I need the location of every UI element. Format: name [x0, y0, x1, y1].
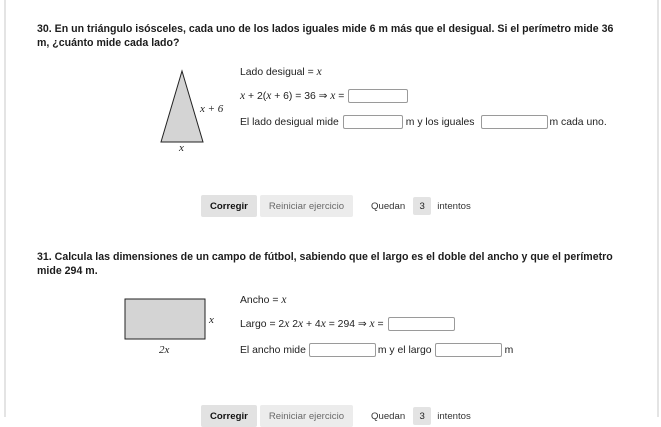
q30-line2-text-3: = — [335, 90, 345, 102]
q31-actions — [201, 405, 471, 427]
q31-line-2 — [240, 316, 455, 332]
q31-line2-text-1: Largo = 2 — [240, 318, 285, 330]
q30-line2-var-2: x — [266, 90, 272, 102]
q30-line-1 — [240, 65, 322, 79]
q31-line2-text-3: + 4 — [303, 318, 321, 330]
q31-attempts-count: 3 — [413, 407, 431, 425]
q31-attempts — [371, 407, 471, 425]
q30-line3-text-2: m y los iguales — [405, 116, 475, 128]
q30-line1-text: Lado desigual = — [240, 66, 317, 78]
page-border-left — [4, 0, 6, 417]
q30-line2-var-3: x — [330, 90, 336, 102]
q31-line1-text: Ancho = — [240, 294, 282, 306]
rectangle-figure — [124, 298, 208, 342]
q30-correct-button[interactable]: Corregir — [201, 195, 257, 217]
rectangle-side-label: x — [209, 314, 214, 326]
q31-reset-button[interactable]: Reiniciar ejercicio — [260, 405, 353, 427]
q31-correct-button[interactable]: Corregir — [201, 405, 257, 427]
triangle-base-label: x — [179, 142, 184, 154]
q31-length-input[interactable] — [435, 343, 502, 357]
q31-attempts-suffix: intentos — [437, 410, 471, 422]
q30-line-3 — [240, 114, 607, 130]
q31-line2-var-2: x — [297, 318, 304, 330]
q30-attempts-suffix: intentos — [437, 200, 471, 212]
q30-attempts-count: 3 — [413, 197, 431, 215]
q31-line2-var-3: x — [320, 318, 326, 330]
football-field-rectangle — [125, 299, 205, 339]
triangle-side-label: x + 6 — [200, 103, 224, 115]
q30-actions — [201, 195, 471, 217]
q30-equal-sides-input[interactable] — [481, 115, 548, 129]
q31-line2-var-4: x — [369, 318, 375, 330]
q30-unequal-side-input[interactable] — [343, 115, 403, 129]
q31-line2-text-5: = — [374, 318, 384, 330]
question-31-title: 31. Calcula las dimensiones de un campo de fútbol, sabiendo que el largo es el doble del ancho y que el perímetro mide 294 m. — [37, 251, 613, 277]
q30-x-answer-input[interactable] — [348, 89, 408, 103]
q30-attempts-prefix: Quedan — [371, 200, 406, 212]
q31-x-answer-input[interactable] — [388, 317, 455, 331]
q30-line2-text-2: + 6) = 36 ⇒ — [271, 91, 331, 102]
q31-line-1 — [240, 293, 286, 307]
q31-line1-var: x — [281, 294, 287, 306]
q31-line3-text-2: m y el largo — [377, 344, 432, 356]
q31-line2-text-4: = 294 ⇒ — [325, 319, 370, 330]
q30-line2-var-1: x — [240, 90, 246, 102]
q31-line2-var-1: x — [284, 318, 290, 330]
q30-reset-button[interactable]: Reiniciar ejercicio — [260, 195, 353, 217]
q30-attempts — [371, 197, 471, 215]
q31-line-3 — [240, 342, 513, 358]
rectangle-base-label: 2x — [159, 344, 170, 356]
q31-line3-text-3: m — [504, 344, 514, 356]
q30-line3-text-3: m cada uno. — [549, 116, 607, 128]
q31-width-input[interactable] — [309, 343, 376, 357]
q31-line3-text-1: El ancho mide — [240, 344, 306, 356]
q30-line-2 — [240, 88, 408, 104]
q30-line3-text-1: El lado desigual mide — [240, 116, 339, 128]
q30-line1-var: x — [316, 66, 322, 78]
q30-line2-text-1: + 2( — [245, 90, 267, 102]
q31-line2-text-2: 2 — [289, 318, 298, 330]
page-border-right — [657, 0, 659, 417]
question-30-title: 30. En un triángulo isósceles, cada uno de los lados iguales mide 6 m más que el desigual. Si el perímetro mide 36 m, ¿cuánto mide cada lado? — [37, 23, 614, 49]
q31-attempts-prefix: Quedan — [371, 410, 406, 422]
isosceles-triangle — [161, 71, 203, 142]
